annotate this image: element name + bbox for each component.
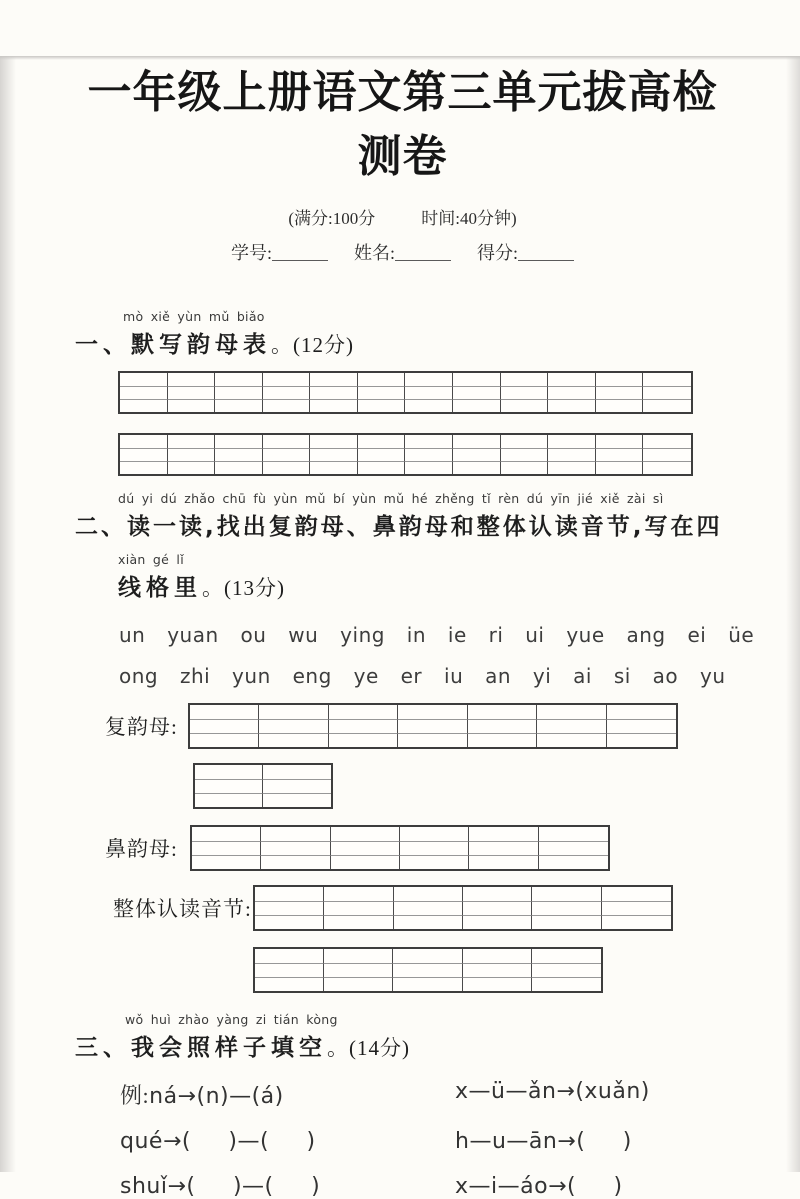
- grid-cell: [192, 855, 261, 869]
- grid-cell: [405, 461, 453, 474]
- grid-cell: [358, 461, 406, 474]
- grid-cell: [120, 373, 168, 386]
- grid-cell: [602, 901, 671, 915]
- grid-cell: [548, 373, 596, 386]
- grid-cell: [643, 386, 691, 399]
- grid-cell: [548, 448, 596, 461]
- grid-cell: [261, 841, 330, 855]
- fill-row-2: [120, 1129, 730, 1154]
- grid-cell: [324, 977, 393, 991]
- grid-cell: [168, 373, 216, 386]
- zhengti-row: [113, 885, 730, 931]
- grid-cell: [463, 963, 532, 977]
- grid-cell: [596, 399, 644, 412]
- grid-cell: [532, 887, 601, 901]
- grid-cell: [168, 448, 216, 461]
- name-blank: [395, 244, 451, 261]
- grid-cell: [120, 399, 168, 412]
- section-2-number: 二、: [75, 514, 127, 540]
- grid-cell: [400, 827, 469, 841]
- grid-cell: [324, 915, 393, 929]
- grid-cell: [358, 435, 406, 448]
- section-3-points: 。(14分): [327, 1036, 410, 1060]
- zhengti-label: 整体认读音节:: [113, 897, 252, 921]
- grid-cell: [393, 977, 462, 991]
- grid-cell: [607, 733, 676, 747]
- grid-cell: [263, 435, 311, 448]
- grid-cell: [453, 448, 501, 461]
- grid-cell: [120, 461, 168, 474]
- grid-cell: [358, 386, 406, 399]
- grid-cell: [400, 841, 469, 855]
- grid-cell: [263, 386, 311, 399]
- grid-cell: [261, 855, 330, 869]
- grid-cell: [329, 733, 398, 747]
- grid-cell: [329, 705, 398, 719]
- fuyunmu-row: [105, 703, 730, 749]
- example-right-expr: x—ü—ǎn→(xuǎn): [455, 1079, 650, 1104]
- grid-cell: [453, 435, 501, 448]
- grid-cell: [469, 855, 538, 869]
- section-3-heading: [75, 1029, 730, 1062]
- grid-cell: [468, 705, 537, 719]
- grid-cell: [501, 461, 549, 474]
- grid-cell: [405, 373, 453, 386]
- section-2-heading-text1: 读一读,找出复韵母、鼻韵母和整体认读音节,写在四: [127, 514, 723, 540]
- fill-row-2-left: qué→( )—( ): [120, 1129, 316, 1154]
- grid-cell: [394, 901, 463, 915]
- grid-cell: [596, 373, 644, 386]
- grid-cell: [643, 448, 691, 461]
- section-1-pinyin: mò xiě yùn mǔ biǎo: [123, 309, 265, 324]
- exam-meta-line: [75, 204, 730, 229]
- grid-cell: [120, 386, 168, 399]
- grid-cell: [324, 901, 393, 915]
- grid-cell: [215, 386, 263, 399]
- syllable-row-2: ong zhi yun eng ye er iu an yi ai si ao yu: [119, 664, 726, 688]
- grid-cell: [501, 448, 549, 461]
- grid-cell: [255, 963, 324, 977]
- grid-cell: [400, 855, 469, 869]
- pinyin-writing-grid: [253, 885, 673, 931]
- grid-cell: [195, 765, 263, 779]
- grid-cell: [468, 733, 537, 747]
- grid-cell: [463, 901, 532, 915]
- grid-cell: [168, 386, 216, 399]
- time-limit-label: 时间:40分钟): [421, 209, 517, 228]
- example-left: [120, 1079, 455, 1110]
- biyunmu-label: 鼻韵母:: [105, 837, 178, 861]
- fill-row-3: [120, 1174, 730, 1199]
- grid-cell: [331, 841, 400, 855]
- grid-cell: [405, 448, 453, 461]
- grid-cell: [537, 733, 606, 747]
- grid-cell: [263, 779, 331, 793]
- score-label: 得分:: [477, 243, 519, 263]
- grid-cell: [393, 949, 462, 963]
- section-2-pinyin-line2: xiàn gé lǐ: [118, 552, 184, 567]
- pinyin-writing-grid: [188, 703, 678, 749]
- grid-cell: [358, 373, 406, 386]
- pinyin-writing-grid: [193, 763, 333, 809]
- pinyin-writing-grid: [118, 371, 693, 414]
- grid-cell: [643, 461, 691, 474]
- grid-cell: [405, 435, 453, 448]
- grid-cell: [263, 448, 311, 461]
- grid-cell: [324, 887, 393, 901]
- section-3: [75, 1012, 730, 1199]
- grid-cell: [190, 733, 259, 747]
- grid-cell: [310, 386, 358, 399]
- grid-cell: [263, 765, 331, 779]
- section-2-pinyin-line1: dú yi dú zhǎo chū fù yùn mǔ bí yùn mǔ hé zhěng tǐ rèn dú yīn jié xiě zài sì: [118, 491, 664, 506]
- grid-cell: [259, 705, 328, 719]
- grid-cell: [168, 435, 216, 448]
- score-field: [477, 239, 574, 265]
- biyunmu-row: [105, 825, 730, 871]
- grid-cell: [259, 733, 328, 747]
- fill-row-3-right: x—i—áo→( ): [455, 1174, 623, 1199]
- grid-cell: [453, 373, 501, 386]
- grid-cell: [532, 901, 601, 915]
- student-no-field: [231, 239, 328, 265]
- score-blank: [518, 244, 574, 261]
- grid-cell: [532, 977, 601, 991]
- grid-cell: [453, 461, 501, 474]
- grid-cell: [468, 719, 537, 733]
- section-2-points: 。(13分): [202, 576, 285, 600]
- grid-cell: [596, 461, 644, 474]
- fill-row-3-left: shuǐ→( )—( ): [120, 1174, 321, 1199]
- grid-cell: [310, 461, 358, 474]
- grid-cell: [596, 435, 644, 448]
- grid-cell: [263, 373, 311, 386]
- grid-cell: [393, 963, 462, 977]
- grid-cell: [190, 705, 259, 719]
- grid-cell: [405, 399, 453, 412]
- student-no-blank: [272, 244, 328, 261]
- grid-cell: [255, 887, 324, 901]
- section-2-heading-line2: [118, 569, 730, 602]
- grid-cell: [607, 705, 676, 719]
- grid-cell: [192, 827, 261, 841]
- grid-cell: [539, 841, 608, 855]
- grid-cell: [548, 435, 596, 448]
- grid-cell: [532, 963, 601, 977]
- grid-cell: [643, 399, 691, 412]
- grid-cell: [394, 887, 463, 901]
- name-label: 姓名:: [353, 243, 395, 263]
- grid-cell: [259, 719, 328, 733]
- section-3-pinyin: wǒ huì zhào yàng zi tián kòng: [125, 1012, 338, 1027]
- grid-cell: [548, 461, 596, 474]
- grid-cell: [602, 915, 671, 929]
- grid-cell: [310, 373, 358, 386]
- section-1: [75, 309, 730, 476]
- fuyunmu-label: 复韵母:: [105, 715, 178, 739]
- grid-cell: [405, 386, 453, 399]
- grid-cell: [453, 399, 501, 412]
- section-2-heading-line1: [75, 508, 730, 541]
- grid-cell: [215, 435, 263, 448]
- grid-cell: [398, 719, 467, 733]
- grid-cell: [643, 373, 691, 386]
- section-3-number: 三、: [75, 1035, 131, 1061]
- grid-cell: [358, 448, 406, 461]
- grid-cell: [596, 448, 644, 461]
- pinyin-writing-grid: [190, 825, 610, 871]
- full-score-label: (满分:100分: [288, 209, 376, 228]
- grid-cell: [263, 461, 311, 474]
- section-1-number: 一、: [75, 332, 131, 358]
- grid-cell: [453, 386, 501, 399]
- grid-cell: [168, 399, 216, 412]
- grid-cell: [261, 827, 330, 841]
- grid-cell: [329, 719, 398, 733]
- name-field: [354, 239, 451, 265]
- grid-cell: [643, 435, 691, 448]
- grid-cell: [548, 399, 596, 412]
- grid-cell: [310, 435, 358, 448]
- grid-cell: [324, 963, 393, 977]
- grid-cell: [537, 719, 606, 733]
- grid-cell: [469, 841, 538, 855]
- grid-cell: [255, 949, 324, 963]
- grid-cell: [548, 386, 596, 399]
- grid-cell: [255, 901, 324, 915]
- grid-cell: [501, 435, 549, 448]
- grid-cell: [120, 435, 168, 448]
- grid-cell: [263, 399, 311, 412]
- grid-cell: [532, 949, 601, 963]
- grid-cell: [358, 399, 406, 412]
- pinyin-writing-grid: [118, 433, 693, 476]
- grid-cell: [539, 855, 608, 869]
- fill-row-example: [120, 1079, 730, 1110]
- grid-cell: [168, 461, 216, 474]
- grid-cell: [398, 733, 467, 747]
- grid-cell: [463, 915, 532, 929]
- grid-cell: [596, 386, 644, 399]
- grid-cell: [331, 855, 400, 869]
- student-info-line: [75, 239, 730, 265]
- syllable-row-1: un yuan ou wu ying in ie ri ui yue ang ei üe: [119, 623, 755, 647]
- section-2-heading-text2: 线格里: [118, 575, 202, 601]
- section-1-points: 。(12分): [271, 333, 354, 357]
- grid-cell: [532, 915, 601, 929]
- student-no-label: 学号:: [230, 243, 272, 263]
- grid-cell: [463, 949, 532, 963]
- section-1-heading-text: 默写韵母表: [131, 332, 271, 358]
- grid-cell: [463, 887, 532, 901]
- grid-cell: [324, 949, 393, 963]
- grid-cell: [463, 977, 532, 991]
- grid-cell: [215, 373, 263, 386]
- grid-cell: [331, 827, 400, 841]
- example-left-expr: ná→(n)—(á): [149, 1084, 284, 1109]
- pinyin-writing-grid: [253, 947, 603, 993]
- grid-cell: [120, 448, 168, 461]
- test-paper: [0, 56, 800, 1199]
- grid-cell: [310, 448, 358, 461]
- grid-cell: [190, 719, 259, 733]
- grid-cell: [195, 779, 263, 793]
- section-3-heading-text: 我会照样子填空: [131, 1035, 327, 1061]
- grid-cell: [501, 399, 549, 412]
- grid-cell: [215, 461, 263, 474]
- section-1-heading: [75, 326, 730, 359]
- grid-cell: [602, 887, 671, 901]
- grid-cell: [192, 841, 261, 855]
- grid-cell: [607, 719, 676, 733]
- fill-row-2-right: h—u—ān→( ): [455, 1129, 632, 1154]
- grid-cell: [215, 399, 263, 412]
- grid-cell: [501, 373, 549, 386]
- grid-cell: [255, 915, 324, 929]
- grid-cell: [394, 915, 463, 929]
- grid-cell: [215, 448, 263, 461]
- grid-cell: [398, 705, 467, 719]
- grid-cell: [263, 793, 331, 807]
- grid-cell: [195, 793, 263, 807]
- grid-cell: [539, 827, 608, 841]
- example-prefix: 例:: [120, 1083, 150, 1108]
- grid-cell: [255, 977, 324, 991]
- grid-cell: [537, 705, 606, 719]
- grid-cell: [469, 827, 538, 841]
- page-title: 一年级上册语文第三单元拔高检测卷: [87, 67, 718, 182]
- grid-cell: [310, 399, 358, 412]
- section-2: [75, 491, 755, 993]
- grid-cell: [501, 386, 549, 399]
